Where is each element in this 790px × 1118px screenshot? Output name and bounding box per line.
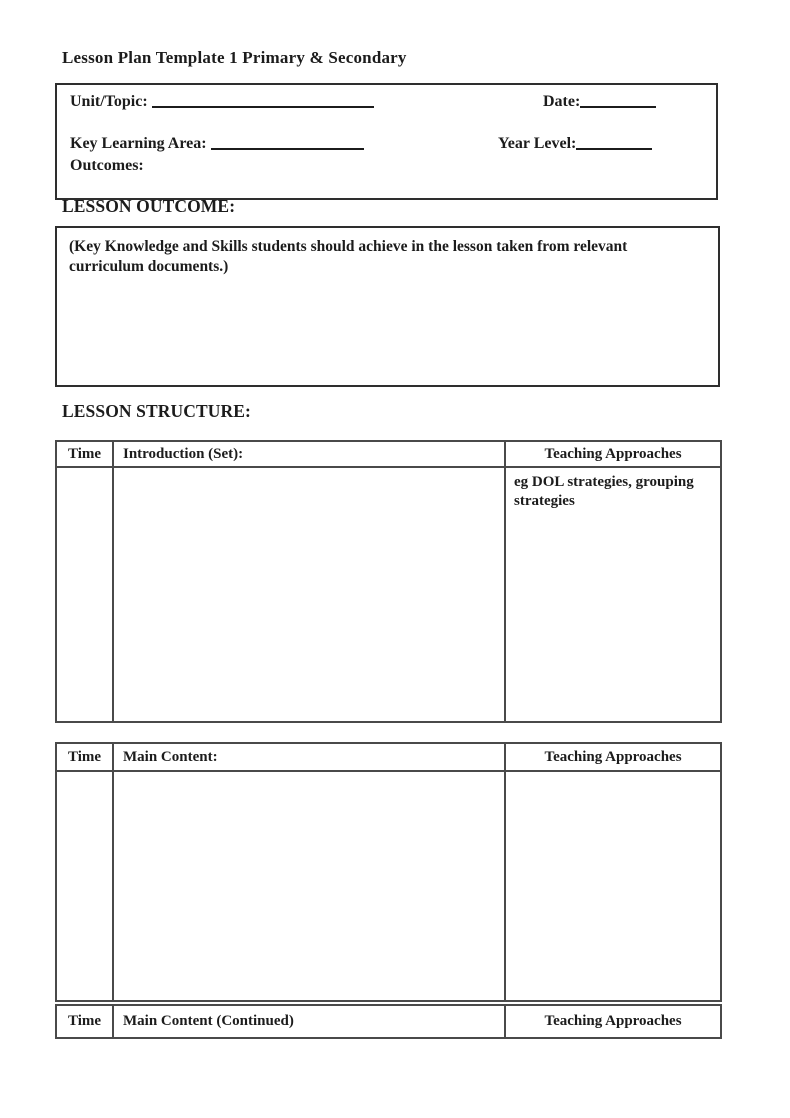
year-level-blank[interactable] <box>576 135 652 150</box>
main-content-approaches-header: Teaching Approaches <box>505 743 721 771</box>
page-title: Lesson Plan Template 1 Primary & Secondary <box>62 48 407 67</box>
approaches-note-line-2: strategies <box>514 493 575 509</box>
main-content-continued-table <box>55 1004 722 1039</box>
date-field <box>543 93 656 111</box>
year-level-label: Year Level: <box>498 135 577 152</box>
main-content-continued-approaches-header: Teaching Approaches <box>505 1005 721 1038</box>
header-info-box <box>55 83 718 200</box>
main-content-continued-time-header: Time <box>56 1005 113 1038</box>
year-level-field <box>498 135 652 153</box>
date-blank[interactable] <box>580 93 656 108</box>
main-content-table <box>55 742 722 1002</box>
lesson-outcome-description-line-1: (Key Knowledge and Skills students should achieve in the lesson taken from relevant <box>69 238 628 255</box>
introduction-table <box>55 440 722 723</box>
outcomes-label: Outcomes: <box>70 157 144 174</box>
lesson-structure-heading: LESSON STRUCTURE: <box>62 401 251 421</box>
key-learning-area-label: Key Learning Area: <box>70 135 207 152</box>
main-content-content-header: Main Content: <box>113 743 505 771</box>
lesson-outcome-heading: LESSON OUTCOME: <box>62 196 236 216</box>
lesson-outcome-box[interactable] <box>55 226 720 387</box>
introduction-table-body-row <box>56 467 721 722</box>
unit-topic-blank[interactable] <box>152 93 374 108</box>
main-content-time-header: Time <box>56 743 113 771</box>
main-content-time-cell[interactable] <box>56 771 113 1001</box>
outcomes-field <box>70 157 144 175</box>
lesson-outcome-description-line-2: curriculum documents.) <box>69 258 229 275</box>
main-content-content-cell[interactable] <box>113 771 505 1001</box>
approaches-note-line-1: eg DOL strategies, grouping <box>514 474 694 490</box>
date-label: Date: <box>543 93 581 110</box>
introduction-content-header: Introduction (Set): <box>113 441 505 467</box>
key-learning-area-blank[interactable] <box>211 135 364 150</box>
main-content-table-body-row <box>56 771 721 1001</box>
unit-topic-field <box>70 93 374 111</box>
main-content-continued-content-header: Main Content (Continued) <box>113 1005 505 1038</box>
introduction-time-header: Time <box>56 441 113 467</box>
unit-topic-label: Unit/Topic: <box>70 93 148 110</box>
main-content-continued-header-row <box>56 1005 721 1038</box>
introduction-approaches-header: Teaching Approaches <box>505 441 721 467</box>
introduction-approaches-cell[interactable] <box>505 467 721 722</box>
main-content-table-header-row <box>56 743 721 771</box>
introduction-content-cell[interactable] <box>113 467 505 722</box>
introduction-time-cell[interactable] <box>56 467 113 722</box>
introduction-table-header-row <box>56 441 721 467</box>
key-learning-area-field <box>70 135 364 153</box>
main-content-approaches-cell[interactable] <box>505 771 721 1001</box>
